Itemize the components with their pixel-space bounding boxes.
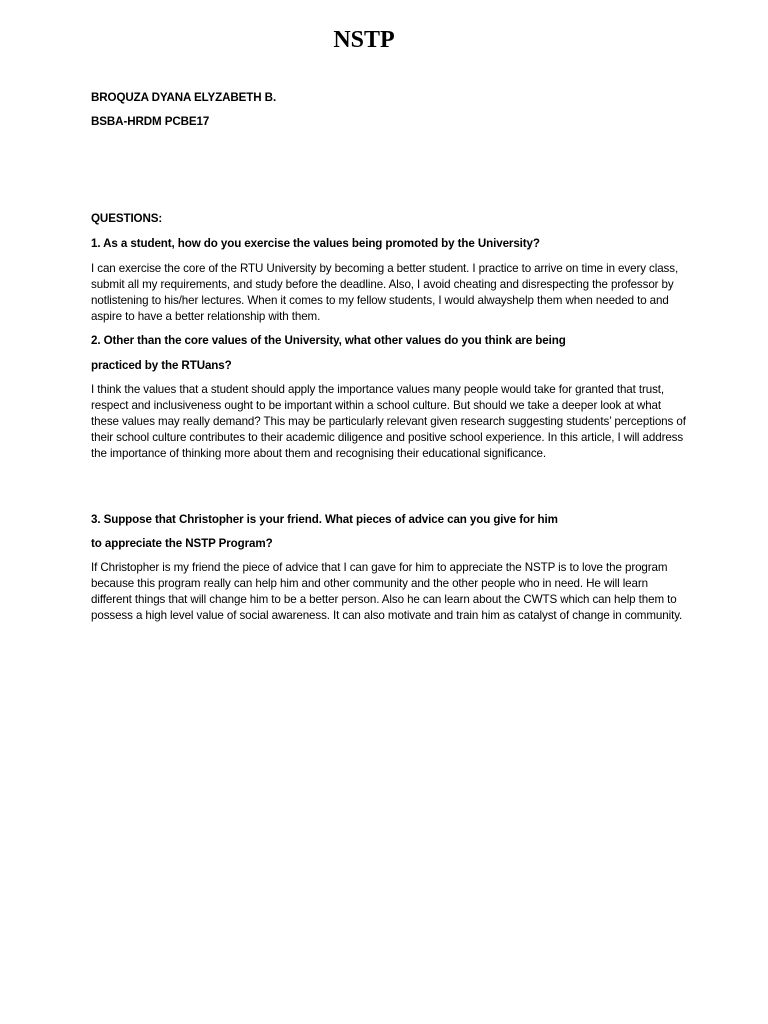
answer-1: I can exercise the core of the RTU University by becoming a better student. I practice to arrive on time in every class, submit all my requirements, and study before the deadline. Also, I avoid cheating and disrespecting the professor by notlistening to his/her lectures. When it comes to my fellow students, I would alwayshelp them when needed to and aspire to have a better relationship with them.: [91, 262, 679, 323]
question-3-line-1: 3. Suppose that Christopher is your friend. What pieces of advice can you give for him: [91, 513, 558, 526]
question-2-line-1: 2. Other than the core values of the University, what other values do you think are being: [91, 334, 566, 347]
answer-2: I think the values that a student should apply the importance values many people would take for granted that trust, respect and inclusiveness ought to be important within a school culture. But should we take a deeper look at what these values may really demand? This may be particularly relevant given research suggesting students’ perceptions of their school culture contributes to their academic diligence and positive school experience. In this article, I will address the importance of thinking more about them and recognising their educational significance.: [91, 383, 686, 460]
question-3-line-2: to appreciate the NSTP Program?: [91, 537, 273, 550]
student-course: BSBA-HRDM PCBE17: [91, 115, 210, 128]
questions-heading: QUESTIONS:: [91, 212, 163, 225]
answer-3: If Christopher is my friend the piece of advice that I can gave for him to appreciate the NSTP is to love the program because this program really can help him and other community and the other people who in need. He will learn different things that will change him to be a better person. Also he can learn about the CWTS which can help them to possess a high level value of social awareness. It can also motivate and train him as catalyst of change in community.: [91, 561, 683, 622]
question-2-line-2: practiced by the RTUans?: [91, 359, 232, 372]
student-name: BROQUZA DYANA ELYZABETH B.: [91, 91, 277, 104]
question-1: 1. As a student, how do you exercise the values being promoted by the University?: [91, 237, 540, 250]
page-title: NSTP: [333, 27, 395, 53]
